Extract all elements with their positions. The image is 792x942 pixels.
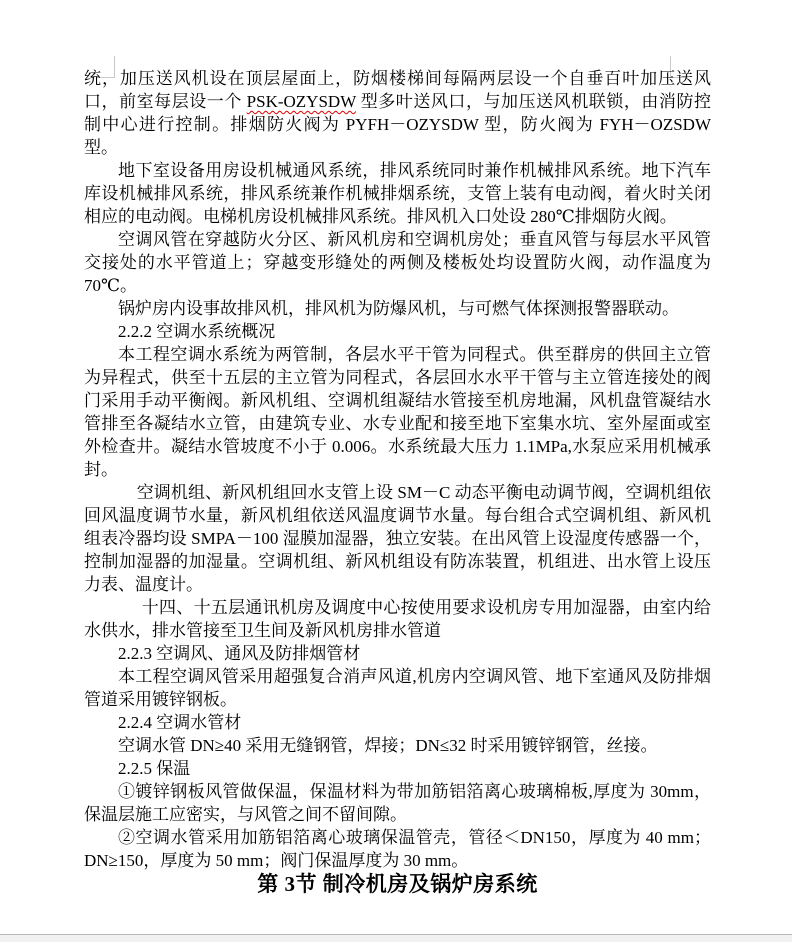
- paragraph-fire-damper-locations: 空调风管在穿越防火分区、新风机房和空调机房处；垂直风管与每层水平风管交接处的水平管道上；穿越变形缝处的两侧及楼板处均设置防火阀，动作温度为70℃。: [84, 230, 711, 295]
- heading-2-2-3: 2.2.3 空调风、通风及防排烟管材: [118, 644, 361, 663]
- paragraph-duct-materials: 本工程空调风管采用超强复合消声风道,机房内空调风管、地下室通风及防排烟管道采用镀锌钢板。: [84, 667, 711, 709]
- page-bottom-edge: [0, 934, 792, 942]
- document-body-text-area[interactable]: [84, 67, 711, 896]
- paragraph-water-pipe-materials: 空调水管 DN≥40 采用无缝钢管，焊接；DN≤32 时采用镀锌钢管，丝接。: [118, 736, 658, 755]
- paragraph-basement-ventilation: 地下室设备用房设机械通风系统，排风系统同时兼作机械排风系统。地下汽车库设机械排风系统，排风系统兼作机械排烟系统，支管上装有电动阀，着火时关闭相应的电动阀。电梯机房设机械排风系统。排风机入口处设 280℃排烟防火阀。: [84, 161, 711, 226]
- heading-2-2-2: 2.2.2 空调水系统概况: [118, 322, 276, 341]
- paragraph-insulation-duct: ①镀锌钢板风管做保温，保温材料为带加筋铝箔离心玻璃棉板,厚度为 30mm，保温层施工应密实，与风管之间不留间隙。: [84, 782, 711, 824]
- paragraph-telecom-room-humidifier: 十四、十五层通讯机房及调度中心按使用要求设机房专用加湿器，由室内给水供水，排水管接至卫生间及新风机房排水管道: [84, 598, 711, 640]
- paragraph-text: 统，加压送风机设在顶层屋面上，防烟楼梯间每隔两层设一个自垂百叶加压送风口，前室每层设一个: [84, 69, 711, 111]
- paragraph-pressurized-air-supply: [84, 67, 711, 159]
- heading-2-2-4: 2.2.4 空调水管材: [118, 713, 242, 732]
- heading-2-2-5: 2.2.5 保温: [118, 759, 191, 778]
- paragraph-boiler-room-exhaust: 锅炉房内设事故排风机，排风机为防爆风机，与可燃气体探测报警器联动。: [118, 299, 679, 318]
- paragraph-insulation-pipe: ②空调水管采用加筋铝箔离心玻璃保温管壳，管径＜DN150，厚度为 40 mm；DN≥150，厚度为 50 mm；阀门保温厚度为 30 mm。: [84, 828, 711, 870]
- paragraph-text: 型多叶送风口，与加压送风机联锁，由消防控制中心进行控制。排烟防火阀为 PYFH－OZYSDW 型，防火阀为 FYH－OZSDW 型。: [84, 92, 712, 157]
- section-3-title: 第 3节 制冷机房及锅炉房系统: [257, 872, 538, 896]
- spellcheck-flagged-term: PSK-OZYSDW: [246, 92, 356, 111]
- paragraph-chilled-water-system: 本工程空调水系统为两管制，各层水平干管为同程式。供至群房的供回主立管为异程式，供至十五层的主立管为同程式，各层回水水平干管与主立管连接处的阀门采用手动平衡阀。新风机组、空调机组凝结水管接至机房地漏，风机盘管凝结水管排至各凝结水立管，由建筑专业、水专业配和接至地下室集水坑、室外屋面或室外检查井。凝结水管坡度不小于 0.006。水系统最大压力 1.1MPa,水泵应采用机械承封。: [84, 345, 711, 479]
- paragraph-ahu-control-valves: 空调机组、新风机组回水支管上设 SM－C 动态平衡电动调节阀，空调机组依回风温度调节水量，新风机组依送风温度调节水量。每台组合式空调机组、新风机组表冷器均设 SMPA－100 湿膜加湿器，独立安装。在出风管上设湿度传感器一个，控制加湿器的加湿量。空调机组、新风机组设有防冻装置，机组进、出水管上设压力表、温度计。: [84, 483, 711, 594]
